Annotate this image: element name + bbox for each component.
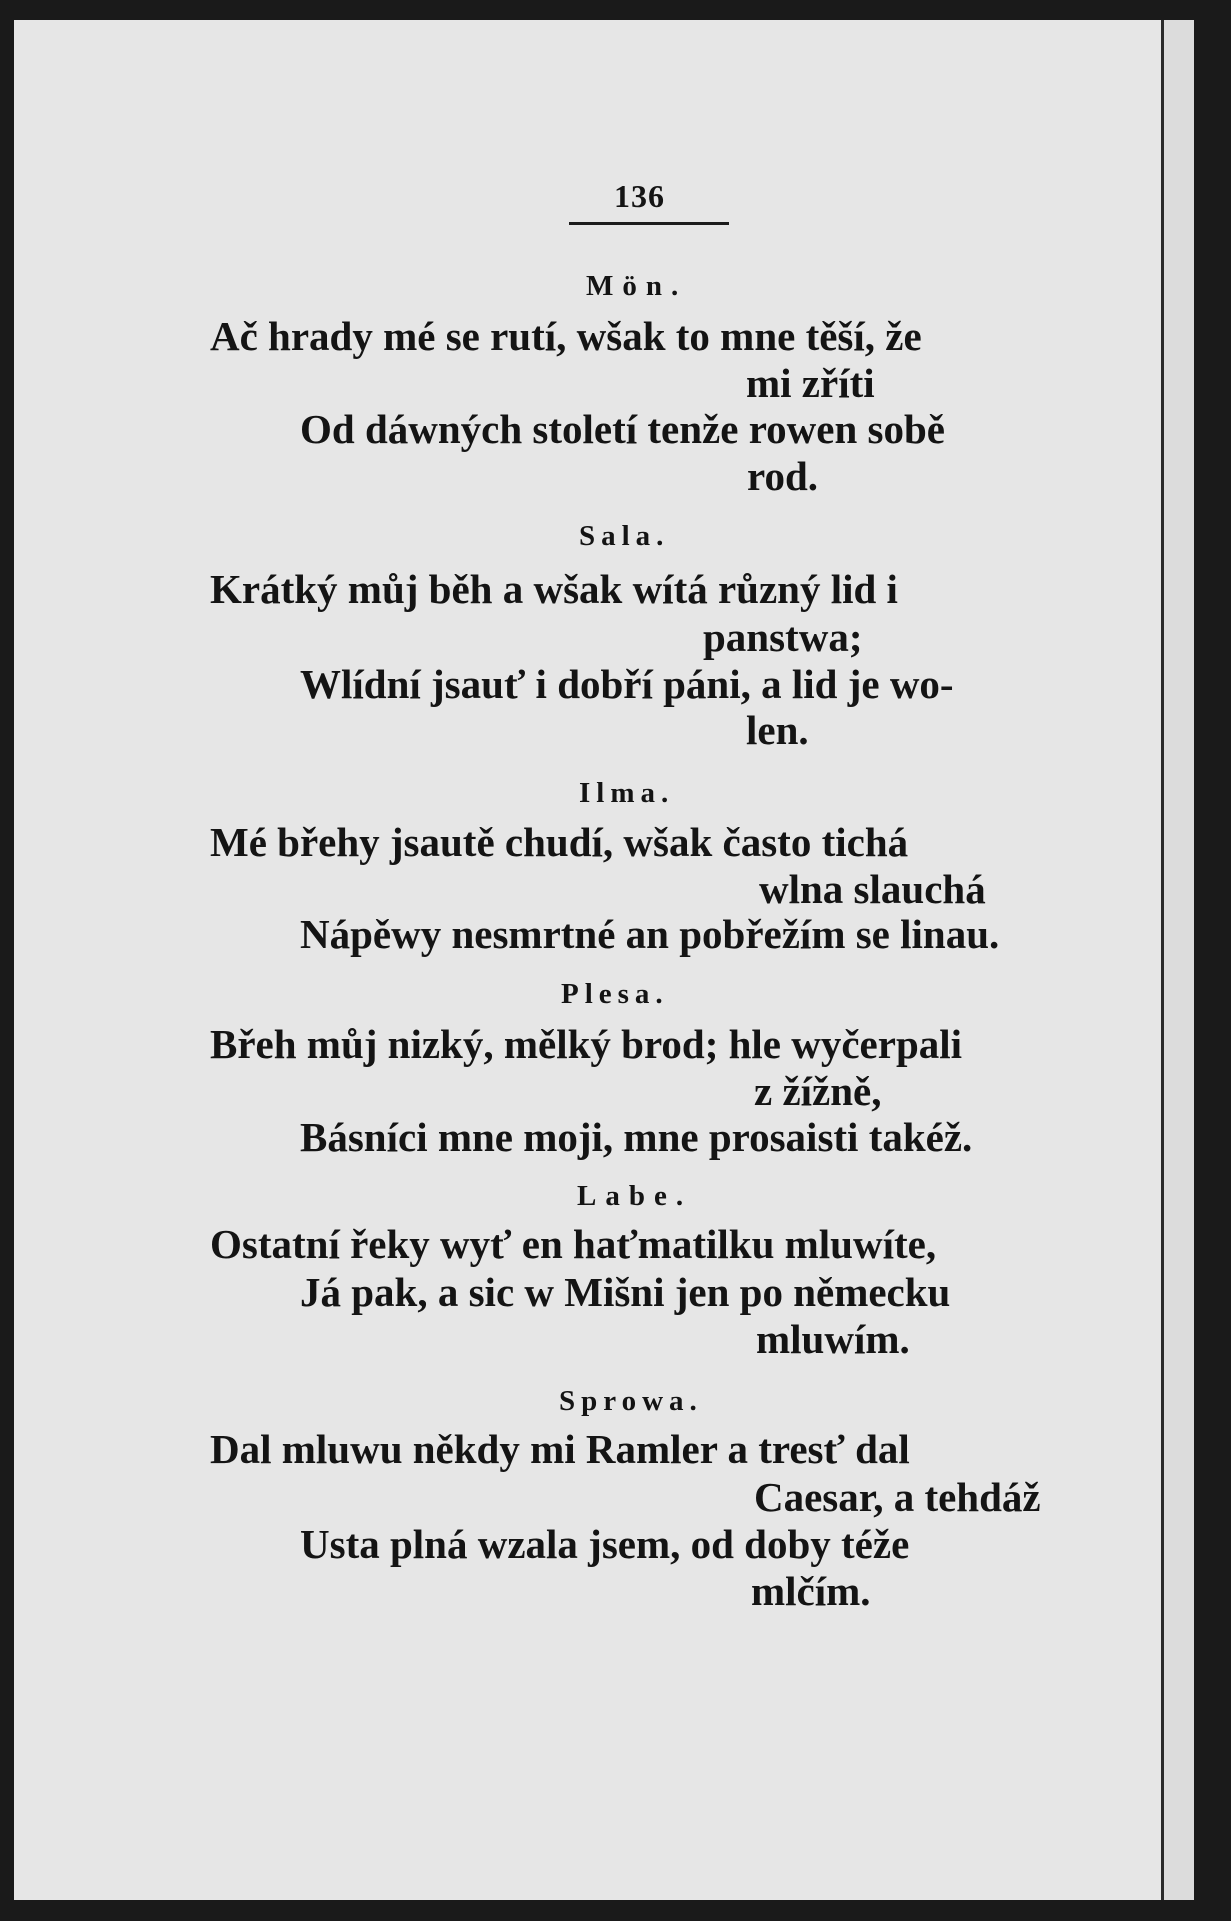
verse-line: Od dáwných století tenže rowen sobě bbox=[300, 406, 945, 452]
book-page bbox=[14, 20, 1194, 1900]
verse-line: z žížně, bbox=[754, 1068, 882, 1114]
verse-line: len. bbox=[746, 707, 809, 753]
verse-line: Wlídní jsauť i dobří páni, a lid je wo- bbox=[300, 661, 954, 707]
verse-line: rod. bbox=[747, 453, 819, 499]
verse-line: mlčím. bbox=[751, 1568, 871, 1614]
verse-line: Dal mluwu někdy mi Ramler a tresť dal bbox=[210, 1426, 910, 1472]
verse-line: panstwa; bbox=[703, 614, 863, 660]
verse-line: Mé břehy jsautě chudí, wšak často tichá bbox=[210, 819, 909, 865]
verse-line: Břeh můj nizký, mělký brod; hle wyčerpali bbox=[210, 1021, 963, 1067]
speaker-heading: Ilma. bbox=[579, 777, 675, 809]
verse-line: wlna slauchá bbox=[759, 866, 986, 912]
speaker-heading: Labe. bbox=[577, 1180, 693, 1212]
verse-line: Nápěwy nesmrtné an pobřežím se linau. bbox=[300, 911, 1000, 957]
page-number: 136 bbox=[614, 178, 665, 214]
verse-line: Ač hrady mé se rutí, wšak to mne těší, že bbox=[210, 313, 922, 359]
verse-line: Básníci mne moji, mne prosaisti takéž. bbox=[300, 1114, 973, 1160]
speaker-heading: Sala. bbox=[579, 520, 670, 552]
verse-line: mi zříti bbox=[746, 360, 875, 406]
adjacent-page-edge bbox=[1161, 20, 1194, 1900]
verse-line: Krátký můj běh a wšak wítá různý lid i bbox=[210, 566, 898, 612]
verse-line: Usta plná wzala jsem, od doby téže bbox=[300, 1521, 910, 1567]
speaker-heading: Plesa. bbox=[561, 978, 669, 1010]
verse-line: Caesar, a tehdáž bbox=[754, 1474, 1041, 1520]
verse-line: Ostatní řeky wyť en haťmatilku mluwíte, bbox=[210, 1221, 937, 1267]
verse-line: Já pak, a sic w Mišni jen po německu bbox=[300, 1269, 951, 1315]
speaker-heading: Sprowa. bbox=[559, 1385, 703, 1417]
verse-line: mluwím. bbox=[756, 1316, 910, 1362]
page-number-rule bbox=[569, 222, 729, 225]
speaker-heading: Mön. bbox=[586, 270, 688, 302]
